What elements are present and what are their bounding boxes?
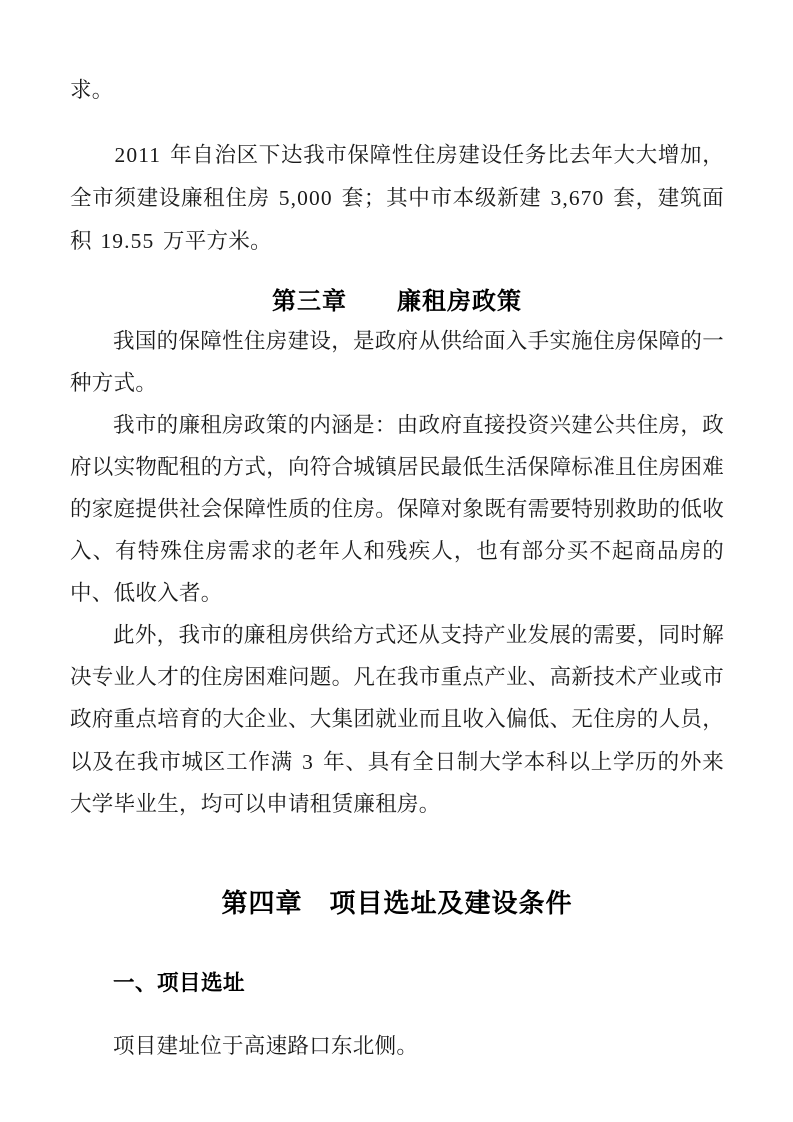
paragraph-continued-line: 求。 xyxy=(70,78,114,103)
numeric-value: 19.55 xyxy=(100,229,155,253)
paragraph-city-low-rent-policy: 我市的廉租房政策的内涵是：由政府直接投资兴建公共住房，政府以实物配租的方式，向符合城镇居民最低生活保障标准且住房困难的家庭提供社会保障性质的住房。保障对象既有需要特别救助的低收入、有特殊住房需求的老年人和残疾人，也有部分买不起商品房的中、低收入者。 xyxy=(70,413,725,606)
chapter-heading-3: 第三章 廉租房政策 xyxy=(272,287,522,315)
numeric-value: 3,670 xyxy=(550,186,605,210)
paragraph-2011-construction-task: 2011 年自治区下达我市保障性住房建设任务比去年大大增加，全市须建设廉租住房 5,000 套；其中市本级新建 3,670 套，建筑面积 19.55 万平方米。 xyxy=(70,143,724,254)
section-heading-project-site: 一、项目选址 xyxy=(113,971,246,996)
spacer xyxy=(70,924,724,964)
paragraph-site-location: 项目建址位于高速路口东北侧。 xyxy=(113,1034,419,1059)
numeric-value: 2011 xyxy=(114,143,162,167)
chapter-heading-4: 第四章 项目选址及建设条件 xyxy=(221,889,573,919)
numeric-value: 3 xyxy=(302,750,314,774)
spacer xyxy=(70,826,724,884)
paragraph-national-housing-policy: 我国的保障性住房建设，是政府从供给面入手实施住房保障的一种方式。 xyxy=(70,329,724,396)
page-content xyxy=(70,70,724,1068)
numeric-value: 5,000 xyxy=(278,186,333,210)
spacer xyxy=(70,1004,724,1026)
spacer xyxy=(70,112,724,134)
paragraph-industry-talent-support: 此外，我市的廉租房供给方式还从支持产业发展的需要，同时解决专业人才的住房困难问题。凡在我市重点产业、高新技术产业或市政府重点培育的大企业、大集团就业而且收入偏低、无住房的人员，以及在我市城区工作满 3 年、具有全日制大学本科以上学历的外来大学毕业生，均可以申请租赁廉租房。 xyxy=(70,623,725,817)
spacer xyxy=(70,263,724,281)
